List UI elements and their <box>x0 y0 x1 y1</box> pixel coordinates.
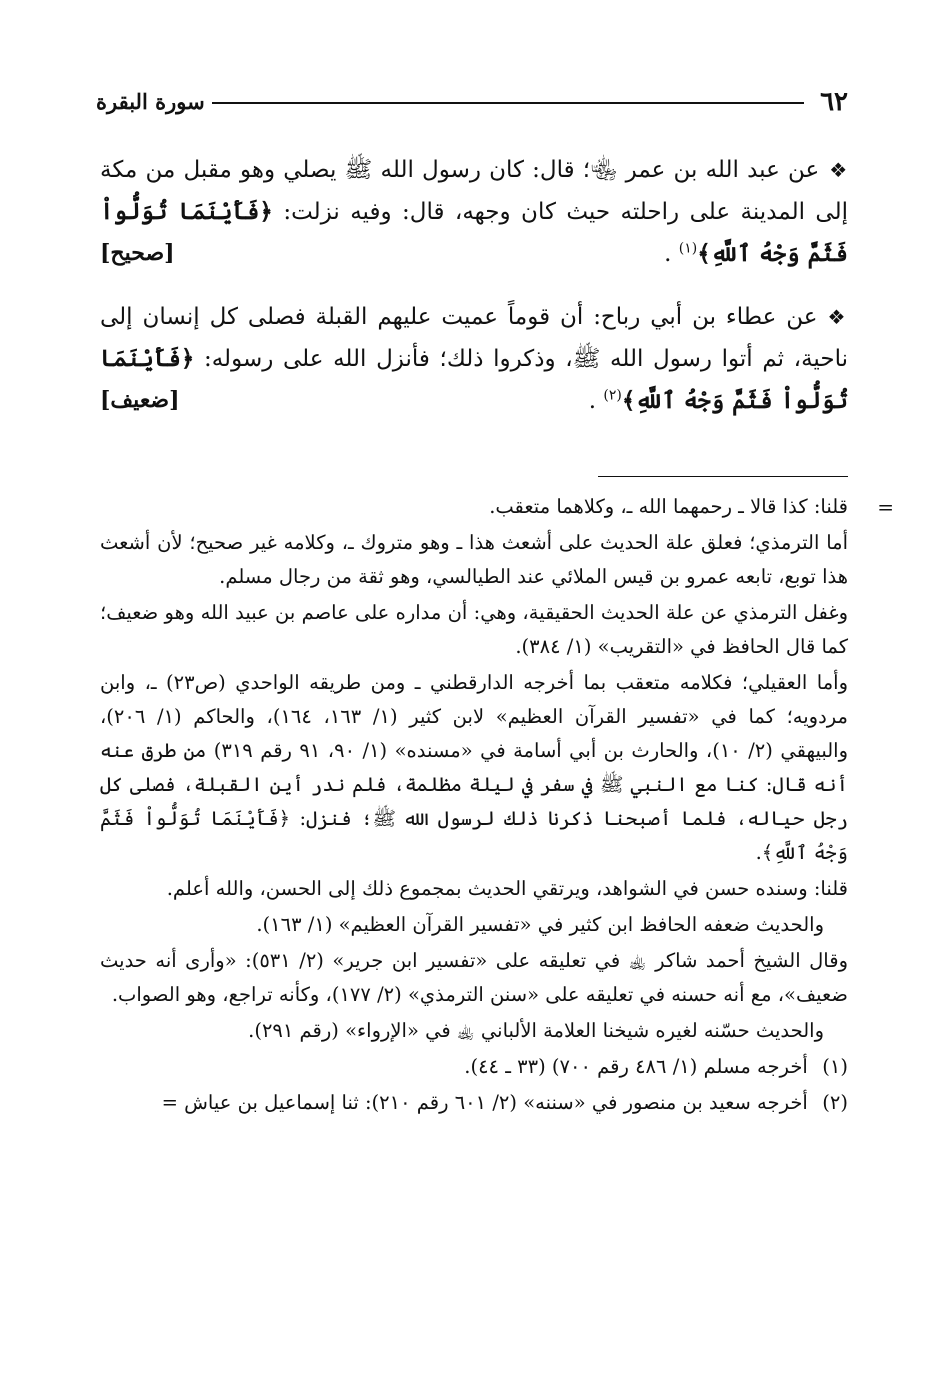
footnote-separator <box>598 476 848 477</box>
hadith-text: عن عطاء بن أبي رباح: أن قوماً عميت عليهم القبلة فصلى كل إنسان إلى ناحية، ثم أتوا رسول الله ﷺ، وذكروا ذلك؛ فأنزل الله على رسوله: <box>100 304 848 372</box>
footnote-item <box>100 1086 848 1120</box>
surah-title: سورة البقرة <box>96 89 205 114</box>
hadith-grade: [صحيح] <box>100 240 175 266</box>
footnote-paragraph: أما الترمذي؛ فعلق علة الحديث على أشعث هذا ـ وهو متروك ـ، وكلامه غير صحيح؛ لأن أشعث هذا توبع، تابعه عمرو بن قيس الملائي عند الطيالسي، وهو ثقة من رجال مسلم. <box>100 531 848 588</box>
footnote-paragraph: والحديث حسّنه لغيره شيخنا العلامة الألباني ﵀ في «الإرواء» (رقم ٢٩١). <box>248 1019 824 1042</box>
footnote-text: أخرجه سعيد بن منصور في «سننه» (٢/ ٦٠١ رقم ٢١٠): ثنا إسماعيل بن عياش = <box>161 1091 808 1114</box>
header-rule <box>212 102 804 104</box>
footnote-paragraph: قلنا: وسنده حسن في الشواهد، ويرتقي الحديث بمجموع ذلك إلى الحسن، والله أعلم. <box>166 877 848 900</box>
footnote-item <box>100 1050 848 1084</box>
page-number: ٦٢ <box>820 87 848 117</box>
footnotes <box>100 490 894 1122</box>
hadith-text: عن عبد الله بن عمر ﵄؛ قال: كان رسول الله ﷺ يصلي وهو مقبل من مكة إلى المدينة على راحلته حيث كان وجهه، قال: وفيه نزلت: <box>100 157 848 225</box>
quran-verse: ﴿فَأَيْنَمَا تُوَلُّواْ فَثَمَّ وَجْهُ ٱللَّهِ﴾ <box>100 198 848 267</box>
hadith-paragraph <box>100 150 848 275</box>
footnote-paragraph: وقال الشيخ أحمد شاكر ﵀ في تعليقه على «تفسير ابن جرير» (٢/ ٥٣١): «وأرى أنه حديث ضعيف»، مع أنه حسنه في تعليقه على «سنن الترمذي» (٢/ ١٧٧)، وكأنه تراجع، وهو الصواب. <box>100 949 848 1006</box>
footnote-paragraph: وأما العقيلي؛ فكلامه متعقب بما أخرجه الدارقطني ـ ومن طريقه الواحدي (ص٢٣) ـ، وابن مردويه؛ كما في «تفسير القرآن العظيم» لابن كثير (١/ ١٦٣، ١٦٤)، والحاكم (١/ ٢٠٦)، والبيهقي (٢/ ١٠)، والحارث بن أبي أسامة في «مسنده» (١/ ٩٠، ٩١ رقم ٣١٩) من طرق عنه أنه قال: كنا مع النبي ﷺ في سفر في ليلة مظلمة، فلم ندر أين القبلة، فصلى كل رجل حياله، فلما أصبحنا ذكرنا ذلك لرسول الله ﷺ؛ فنزل: ﴿فَأَيْنَمَا تُوَلُّواْ فَثَمَّ وَجْهُ ٱللَّهِ﴾. <box>100 671 849 864</box>
footnote-reference: (١) <box>678 240 698 257</box>
footnote-paragraph: وغفل الترمذي عن علة الحديث الحقيقية، وهي: أن مداره على عاصم بن عبيد الله وهو ضعيف؛ كما قال الحافظ في «التقريب» (١/ ٣٨٤). <box>100 601 848 658</box>
page-header <box>96 84 848 124</box>
footnote-text: أخرجه مسلم (١/ ٤٨٦ رقم ٧٠٠) (٣٣ ـ ٤٤). <box>464 1055 808 1078</box>
bullet-icon: ❖ <box>827 305 848 329</box>
footnote-number: (١) <box>822 1055 848 1078</box>
continued-mark: = <box>877 495 894 519</box>
hadith-paragraph <box>100 297 848 422</box>
footnote-paragraph: قلنا: كذا قالا ـ رحمهما الله ـ، وكلاهما متعقب. <box>489 495 848 518</box>
footnote-reference: (٢) <box>603 387 622 404</box>
hadith-end: . <box>588 388 604 414</box>
quran-verse: ﴿فَأَيْنَمَا تُوَلُّواْ فَثَمَّ وَجْهُ ٱللَّهِ﴾ <box>100 345 848 414</box>
hadith-grade: [ضعيف] <box>100 387 180 413</box>
footnote-number: (٢) <box>822 1091 848 1114</box>
hadith-end: . <box>664 241 679 267</box>
footnote-paragraph: والحديث ضعفه الحافظ ابن كثير في «تفسير القرآن العظيم» (١/ ١٦٣). <box>256 913 824 936</box>
main-text <box>100 150 848 444</box>
bullet-icon: ❖ <box>829 158 848 182</box>
